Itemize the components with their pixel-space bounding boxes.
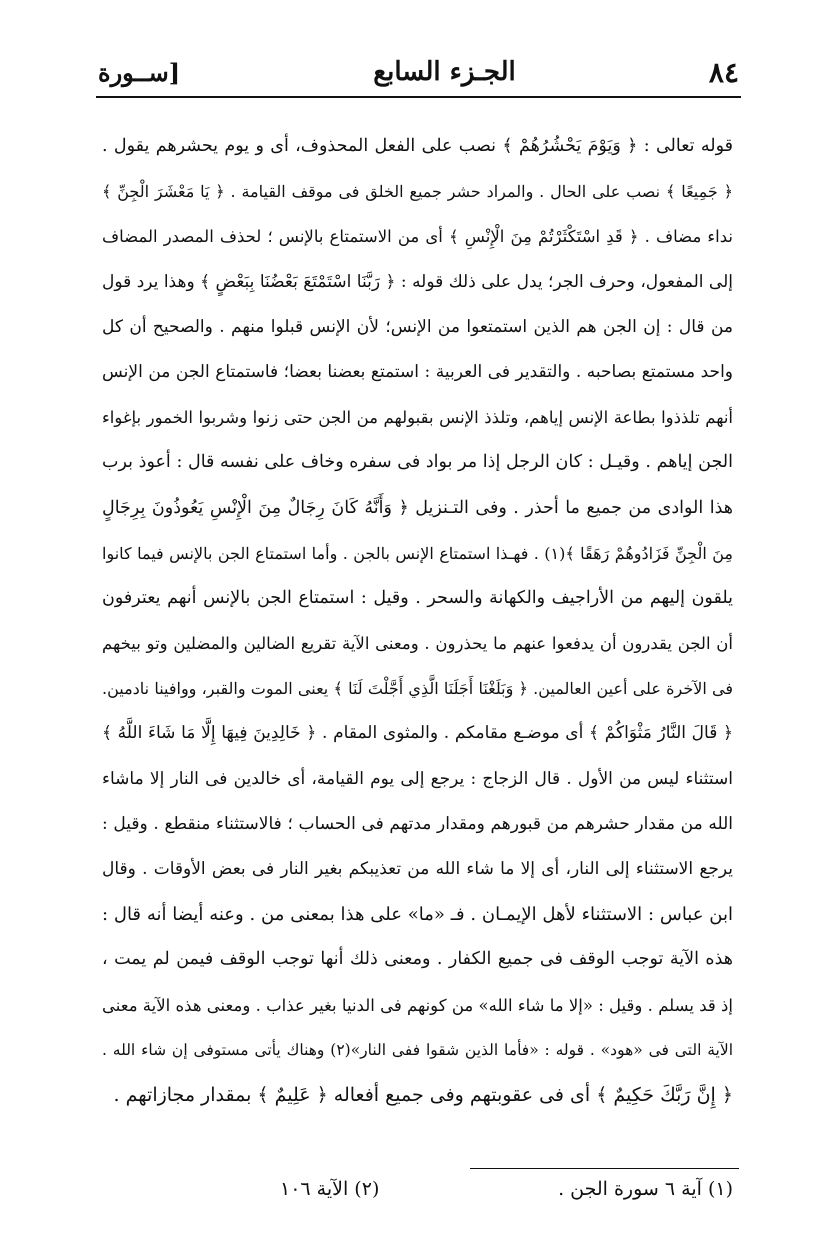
text-line: الله من مقدار حشرهم من قبورهم ومقدار مدتهم فى الحساب ؛ فالاستثناء منقطع . وقيل : xyxy=(102,813,733,834)
text-line: فى الآخرة على أعين العالمين. ﴿ وَبَلَغْنَا أَجَلَنَا الَّذِي أَجَّلْتَ لَنَا ﴾ يعنى الموت والقبر، ووافينا نادمين. xyxy=(102,679,733,699)
text-line: مِنَ الْجِنِّ فَزَادُوهُمْ رَهَقًا ﴾(١) . فهـذا استمتاع الإنس بالجن . وأما استمتاع الجن بالإنس فيما كانوا xyxy=(102,543,733,563)
body-text xyxy=(102,124,733,1118)
text-line: إذ قد يسلم . وقيل : «إلا ما شاء الله» من كونهم فى الدنيا بغير عذاب . ومعنى هذه الآية معنى xyxy=(102,995,733,1015)
text-line: الآية التى فى «هود» . قوله : «فأما الذين شقوا ففى النار»(٢) وهناك يأتى مستوفى إن شاء الله . xyxy=(102,1040,733,1059)
text-line: يرجع الاستثناء إلى النار، أى إلا ما شاء الله من تعذيبكم بغير النار فى بعض الأوقات . وقال xyxy=(102,859,733,879)
text-line: أن الجن يقدرون أن يدفعوا عنهم ما يحذرون . ومعنى الآية تقريع الضالين والمضلين وتو بيخهم xyxy=(102,634,733,654)
page-number: ٨٤ xyxy=(708,55,739,89)
header-divider xyxy=(96,96,741,98)
text-line: ﴿ قَالَ النَّارُ مَثْوَاكُمْ ﴾ أى موضـع مقامكم . والمثوى المقام . ﴿ خَالِدِينَ فِيهَا إِلَّا مَا شَاءَ اللَّهُ ﴾ xyxy=(102,723,733,744)
text-line: ﴿ إِنَّ رَبَّكَ حَكِيمٌ ﴾ أى فى عقوبتهم وفى جميع أفعاله ﴿ عَلِيمٌ ﴾ بمقدار مجازاتهم . xyxy=(113,1083,733,1106)
running-title: الجـزء السابع xyxy=(373,57,516,87)
text-line: أنهم تلذذوا بطاعة الإنس إياهم، وتلذذ الإنس بقبولهم من الجن حتى زنوا وشربوا الخمور بإغواء xyxy=(102,408,733,428)
footnote-divider xyxy=(470,1168,739,1169)
footnote-2: (٢) الآية ١٠٦ xyxy=(280,1178,380,1200)
footnote-1: (١) آية ٦ سورة الجن . xyxy=(558,1178,733,1200)
text-line: واحد مستمتع بصاحبه . والتقدير فى العربية : استمتع بعضنا بعضا؛ فاستمتاع الجن من الإنس xyxy=(102,361,733,382)
text-line: قوله تعالى : ﴿ وَيَوْمَ يَحْشُرُهُمْ ﴾ نصب على الفعل المحذوف، أى و يوم يحشرهم يقول . xyxy=(102,136,733,156)
text-line: ابن عباس : الاستثناء لأهل الإيمـان . فـ «ما» على هذا بمعنى من . وعنه أيضا أنه قال : xyxy=(102,904,733,926)
text-line: إلى المفعول، وحرف الجر؛ يدل على ذلك قوله : ﴿ رَبَّنَا اسْتَمْتَعَ بَعْضُنَا بِبَعْضٍ ﴾ وهذا يرد قول xyxy=(102,271,733,292)
footnotes xyxy=(280,1174,733,1204)
text-line: ﴿ جَمِيعًا ﴾ نصب على الحال . والمراد حشر جميع الخلق فى موقف القيامة . ﴿ يَا مَعْشَرَ الْجِنِّ ﴾ xyxy=(102,182,733,202)
text-line: يلقون إليهم من الأراجيف والكهانة والسحر . وقيل : استمتاع الجن بالإنس أنهم يعترفون xyxy=(102,587,733,608)
text-line: استثناء ليس من الأول . قال الزجاج : يرجع إلى يوم القيامة، أى خالدين فى النار إلا ماشاء xyxy=(102,768,733,789)
page-header xyxy=(98,50,739,94)
text-line: هذا الوادى من جميع ما أحذر . وفى التـنزيل ﴿ وَأَنَّهُ كَانَ رِجَالٌ مِنَ الْإِنْسِ يَعُوذُونَ بِرِجَالٍ xyxy=(102,497,733,518)
text-line: الجن إياهم . وقيـل : كان الرجل إذا مر بواد فى سفره وخاف على نفسه قال : أعوذ برب xyxy=(102,452,733,473)
text-line: هذه الآية توجب الوقف فى جميع الكفار . ومعنى ذلك أنها توجب الوقف فيمن لم يمت ، xyxy=(102,949,733,970)
surah-label: [ســورة xyxy=(98,57,181,87)
text-line: نداء مضاف . ﴿ قَدِ اسْتَكْثَرْتُمْ مِنَ الْإِنْسِ ﴾ أى من الاستمتاع بالإنس ؛ لحذف المصدر المضاف xyxy=(102,227,733,247)
text-line: من قال : إن الجن هم الذين استمتعوا من الإنس؛ لأن الإنس قبلوا منهم . والصحيح أن كل xyxy=(102,316,733,337)
